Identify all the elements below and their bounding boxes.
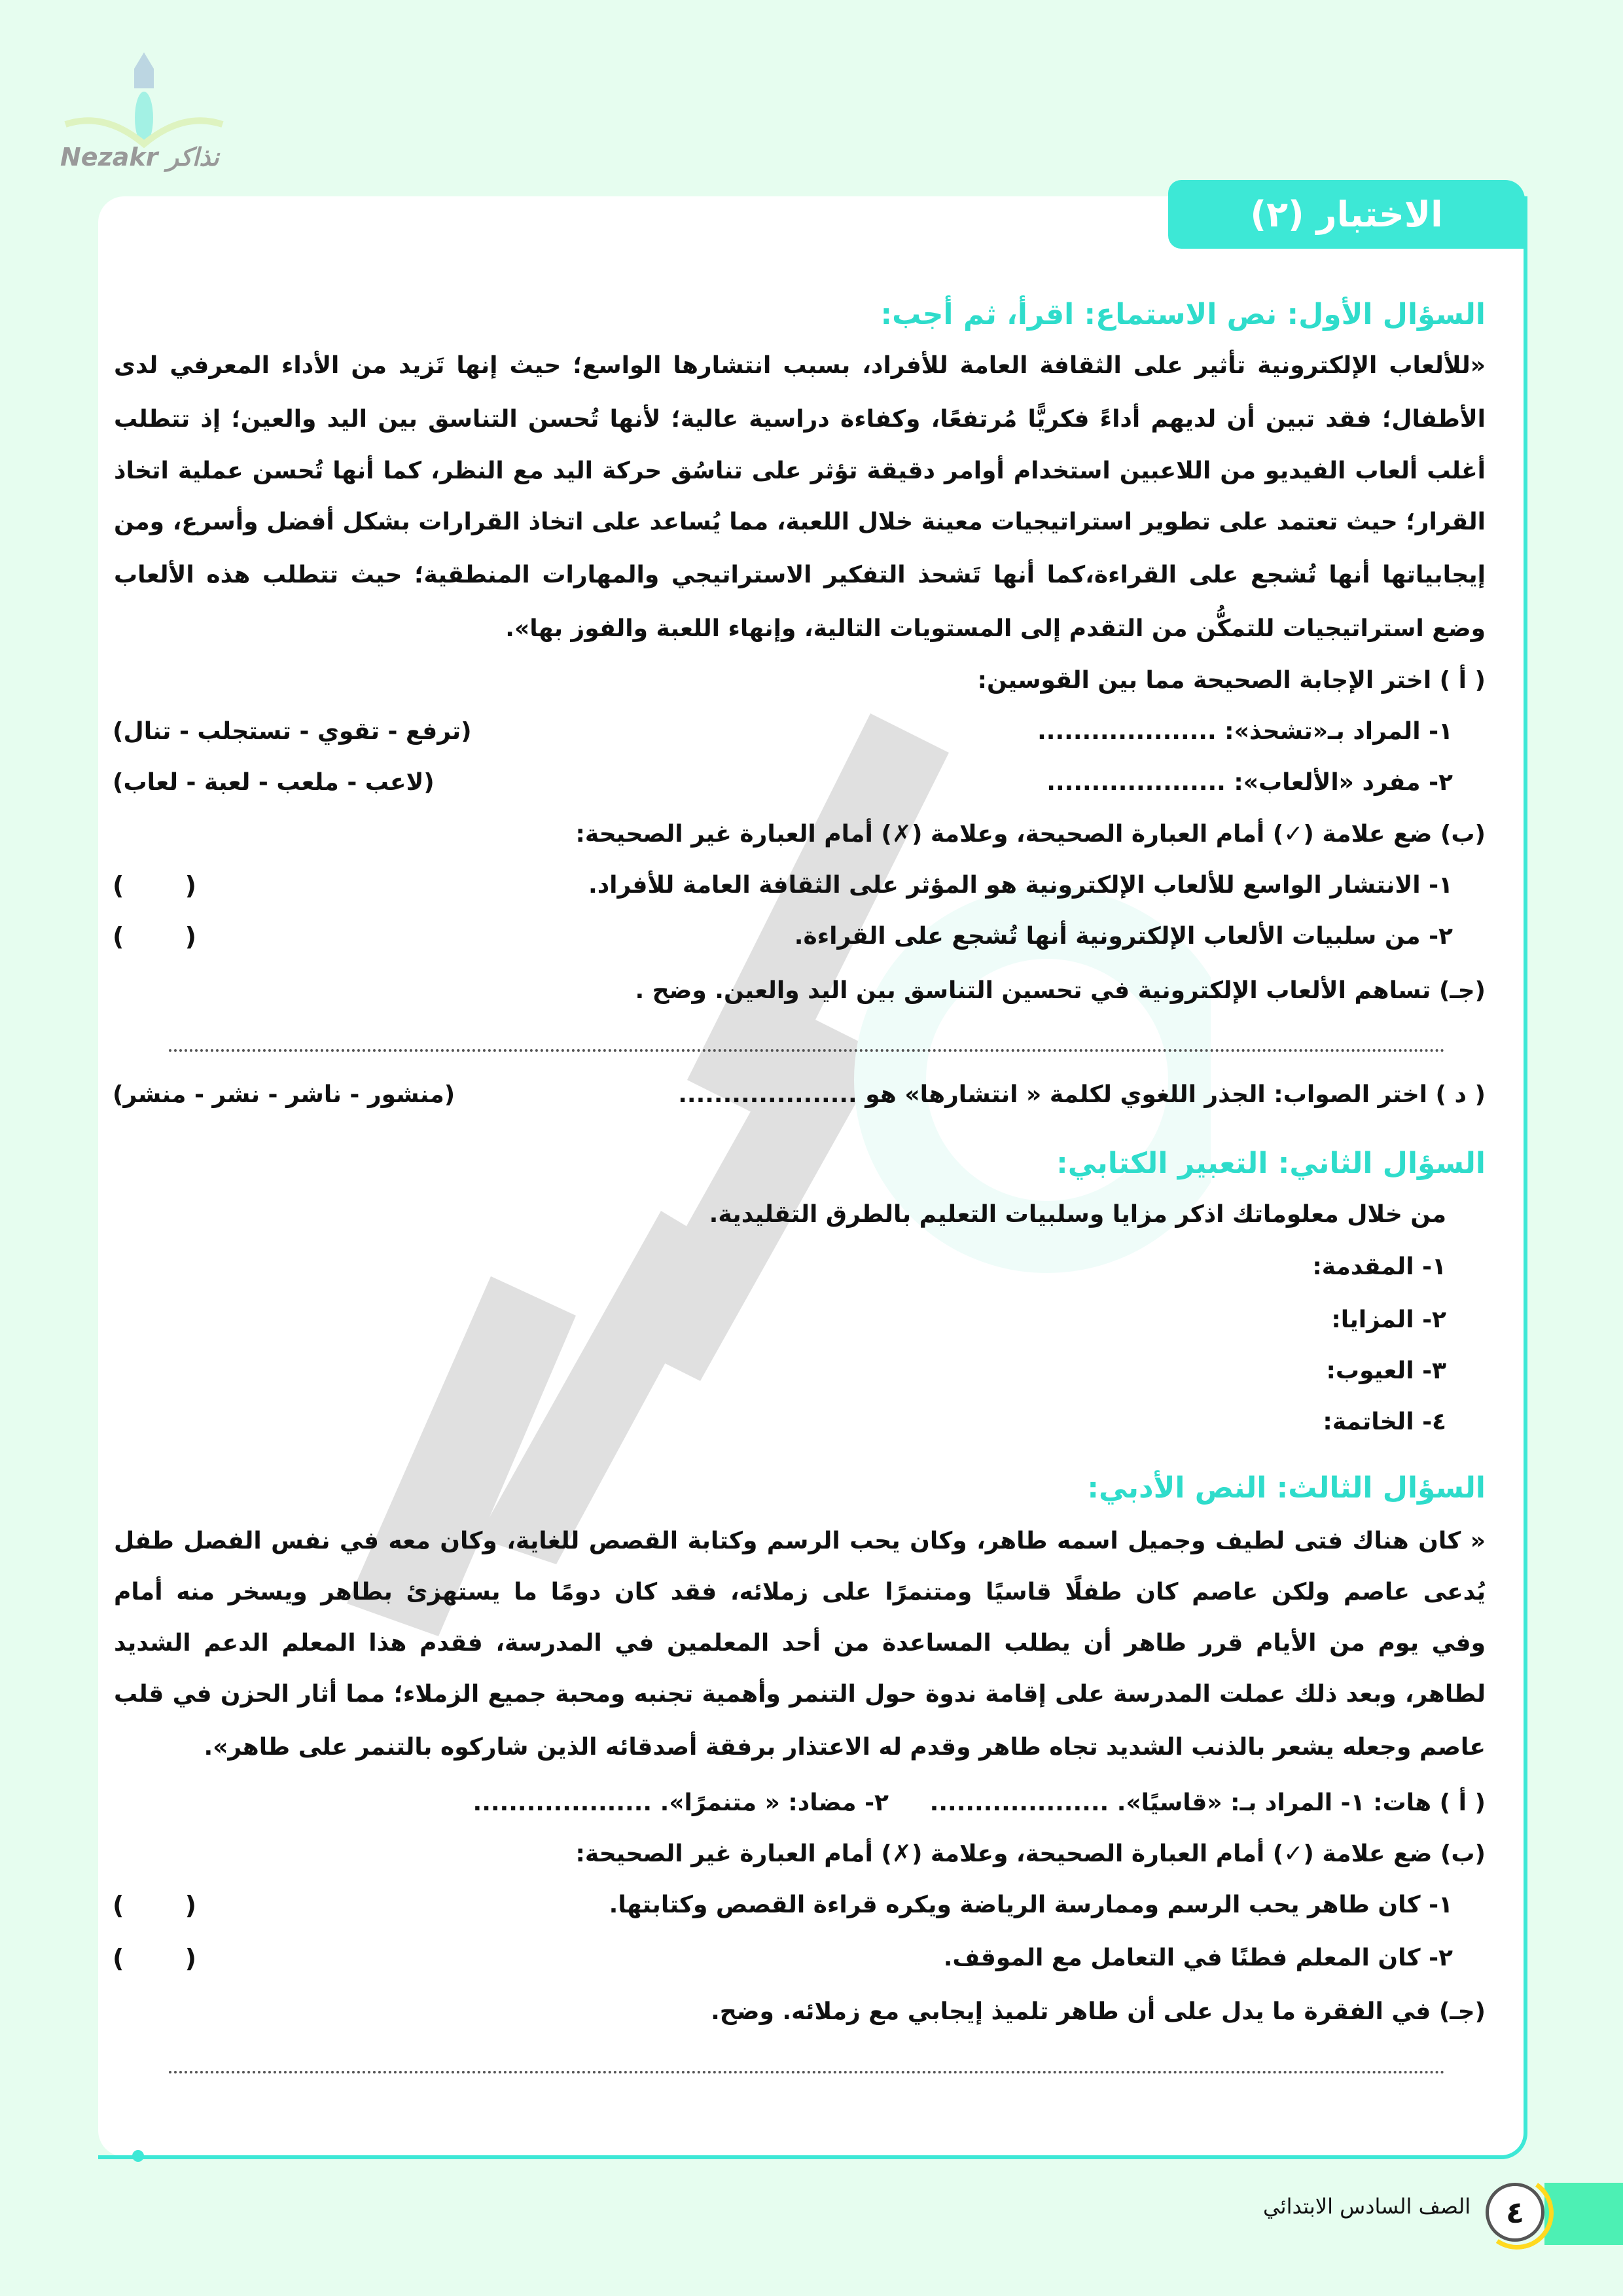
q1-a-item: ٢- مفرد «الألعاب»: .................... xyxy=(1046,769,1453,796)
q3-passage-line: يُدعى عاصم ولكن عاصم كان طفلًا قاسيًا ومتنمرًا على زملائه، فقد كان دومًا ما يستهزئ بطاهر ويسخر منه أمام xyxy=(114,1579,1486,1605)
exam-title: الاختبار (٢) xyxy=(1168,180,1525,249)
footer-band xyxy=(1544,2183,1623,2245)
q1-passage-line: إيجابياتها أنها تُشجع على القراءة،كما أنها تَشحذ التفكير الاستراتيجي والمهارات المنطقية؛ حيث تتطلب هذه الألعاب xyxy=(114,562,1486,588)
q1-d-options: (منشور - ناشر - نشر - منشر) xyxy=(113,1081,455,1108)
q3-b-item: ٢- كان المعلم فطنًا في التعامل مع الموقف. xyxy=(943,1945,1453,1971)
q2-heading: السؤال الثاني: التعبير الكتابي: xyxy=(1056,1147,1486,1180)
q3-passage-line: لطاهر، وبعد ذلك عملت المدرسة على إقامة ندوة حول التنمر وأهمية تجنبه ومحبة جميع الزملاء؛ مما أثار الحزن في قلب xyxy=(114,1681,1486,1708)
q1-d-label: ( د ) اختر الصواب: الجذر اللغوي لكلمة « انتشارها» هو .................... xyxy=(678,1081,1486,1108)
q1-c-label: (جـ) تساهم الألعاب الإلكترونية في تحسين التناسق بين اليد والعين. وضح . xyxy=(635,977,1486,1004)
grade-label: الصف السادس الابتدائي xyxy=(1263,2194,1471,2219)
q1-b-label: (ب) ضع علامة (✓) أمام العبارة الصحيحة، وعلامة (✗) أمام العبارة غير الصحيحة: xyxy=(575,821,1486,848)
q2-item: ١- المقدمة: xyxy=(1312,1253,1446,1280)
q1-a-options: (ترفع - تقوي - تستجلب - تنال) xyxy=(113,718,472,745)
answer-dotted-line[interactable] xyxy=(169,2071,1445,2073)
q1-b-item: ١- الانتشار الواسع للألعاب الإلكترونية هو المؤثر على الثقافة العامة للأفراد. xyxy=(588,872,1453,899)
q1-passage-line: الأطفال؛ فقد تبين أن لديهم أداءً فكريًّا مُرتفعًا، وكفاءة دراسية عالية؛ لأنها تُحسن التناسق بين اليد والعين؛ إذ تتطلب xyxy=(114,406,1486,433)
q2-prompt: من خلال معلوماتك اذكر مزايا وسلبيات التعليم بالطرق التقليدية. xyxy=(709,1201,1446,1228)
q3-a-label: ( أ ) هات: ١- المراد بـ: «قاسيًا». .................... ٢- مضاد: « متنمرًا». .................... xyxy=(473,1789,1486,1816)
q1-passage-line: «للألعاب الإلكترونية تأثير على الثقافة العامة للأفراد، بسبب انتشارها الواسع؛ حيث إنها تَزيد من الأداء المعرفي لدى xyxy=(114,352,1486,379)
q3-passage-line: « كان هناك فتى لطيف وجميل اسمه طاهر، وكان يحب الرسم وكتابة القصص للغاية، وكان معه في نفس الفصل طفل xyxy=(114,1528,1486,1554)
card-border-dot xyxy=(132,2150,144,2162)
q1-heading: السؤال الأول: نص الاستماع: اقرأ، ثم أجب: xyxy=(880,298,1486,331)
q1-passage-line: أغلب ألعاب الفيديو من اللاعبين استخدام أوامر دقيقة تؤثر على تناسُق حركة اليد مع النظر، كما أنها تُحسن عملية اتخاذ xyxy=(114,457,1486,484)
page-number: ٤ xyxy=(1486,2183,1544,2242)
q3-passage-line: وفي يوم من الأيام قرر طاهر أن يطلب المساعدة من أحد المعلمين في المدرسة، فقدم هذا المعلم الدعم الشديد xyxy=(114,1630,1486,1657)
answer-paren[interactable]: ( ) xyxy=(113,871,223,900)
q1-b-item: ٢- من سلبيات الألعاب الإلكترونية أنها تُشجع على القراءة. xyxy=(794,923,1453,950)
q1-passage-line: القرار؛ حيث تعتمد على تطوير استراتيجيات معينة خلال اللعبة، مما يُساعد على اتخاذ القرارات بشكل أفضل وأسرع، ومن xyxy=(114,509,1486,535)
answer-paren[interactable]: ( ) xyxy=(113,922,223,951)
answer-paren[interactable]: ( ) xyxy=(113,1944,223,1973)
q1-a-item: ١- المراد بـ«تشحذ»: .................... xyxy=(1037,718,1453,745)
logo-text: Nezakr نذاكر xyxy=(60,143,219,171)
q3-b-label: (ب) ضع علامة (✓) أمام العبارة الصحيحة، وعلامة (✗) أمام العبارة غير الصحيحة: xyxy=(575,1840,1486,1867)
q3-passage-line: عاصم وجعله يشعر بالذنب الشديد تجاه طاهر وقدم له الاعتذار برفقة أصدقائه الذين شاركوه بالتنمر على طاهر». xyxy=(204,1734,1486,1761)
q2-item: ٢- المزايا: xyxy=(1331,1306,1446,1333)
answer-dotted-line[interactable] xyxy=(169,1049,1445,1052)
answer-paren[interactable]: ( ) xyxy=(113,1891,223,1920)
q3-heading: السؤال الثالث: النص الأدبي: xyxy=(1087,1471,1486,1505)
q1-passage-line: وضع استراتيجيات للتمكُّن من التقدم إلى المستويات التالية، وإنهاء اللعبة والفوز بها». xyxy=(505,615,1486,642)
q3-c-label: (جـ) في الفقرة ما يدل على أن طاهر تلميذ إيجابي مع زملائه. وضح. xyxy=(711,1998,1486,2025)
q2-item: ٤- الخاتمة: xyxy=(1323,1408,1446,1435)
q1-a-options: (لاعب - ملعب - لعبة - لعاب) xyxy=(113,769,435,796)
q3-b-item: ١- كان طاهر يحب الرسم وممارسة الرياضة ويكره قراءة القصص وكتابتها. xyxy=(609,1892,1453,1918)
q2-item: ٣- العيوب: xyxy=(1326,1357,1446,1384)
q1-a-label: ( أ ) اختر الإجابة الصحيحة مما بين القوسين: xyxy=(977,667,1486,694)
